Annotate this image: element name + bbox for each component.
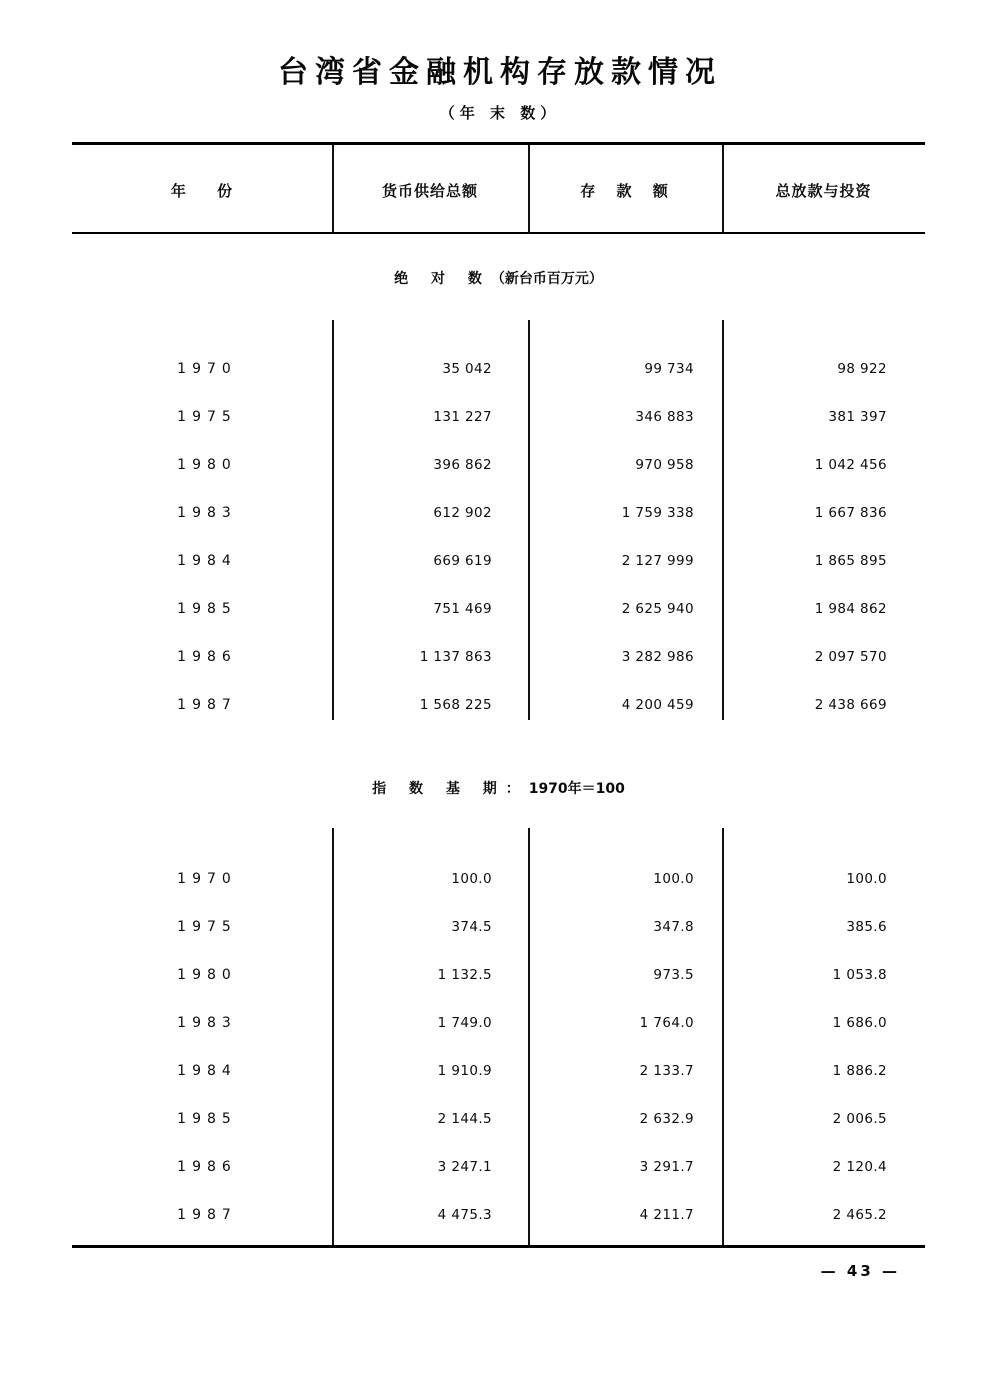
table-row [72,633,925,681]
table-row [72,951,925,999]
table-row [72,903,925,951]
table-row [72,1047,925,1095]
cell-loans-investment: 2 097 570 [814,649,887,665]
cell-money-supply: 1 132.5 [437,967,492,983]
table-row [72,1143,925,1191]
cell-loans-investment: 1 984 862 [814,601,887,617]
cell-deposits: 2 625 940 [621,601,694,617]
cell-loans-investment: 2 438 669 [814,697,887,713]
cell-year: 1987 [177,1207,237,1223]
cell-year: 1984 [177,553,237,569]
cell-money-supply: 396 862 [433,457,492,473]
table-row [72,537,925,585]
cell-money-supply: 374.5 [451,919,492,935]
section2-caption-main: 指 数 基 期： [372,781,529,797]
cell-loans-investment: 1 865 895 [814,553,887,569]
cell-loans-investment: 1 667 836 [814,505,887,521]
cell-year: 1975 [177,919,237,935]
cell-loans-investment: 2 120.4 [832,1159,887,1175]
cell-deposits: 2 127 999 [621,553,694,569]
cell-year: 1970 [177,871,237,887]
table-bottom-rule [72,1245,925,1248]
cell-loans-investment: 1 686.0 [832,1015,887,1031]
cell-year: 1980 [177,967,237,983]
cell-year: 1975 [177,409,237,425]
cell-year: 1985 [177,1111,237,1127]
cell-deposits: 4 200 459 [621,697,694,713]
cell-year: 1985 [177,601,237,617]
cell-year: 1983 [177,1015,237,1031]
cell-year: 1984 [177,1063,237,1079]
table-row [72,1191,925,1239]
cell-loans-investment: 381 397 [828,409,887,425]
cell-loans-investment: 2 465.2 [832,1207,887,1223]
table-row [72,999,925,1047]
cell-money-supply: 1 749.0 [437,1015,492,1031]
cell-loans-investment: 1 042 456 [814,457,887,473]
cell-deposits: 3 291.7 [639,1159,694,1175]
column-header-year: 年 份 [170,181,246,200]
cell-money-supply: 35 042 [442,361,492,377]
cell-deposits: 1 764.0 [639,1015,694,1031]
column-header-loans: 总放款与投资 [775,181,872,200]
section-caption-absolute [72,268,925,288]
section2-data-block [72,855,925,1239]
cell-deposits: 2 632.9 [639,1111,694,1127]
table-row [72,681,925,729]
cell-deposits: 347.8 [653,919,694,935]
table-row [72,345,925,393]
column-header-money-supply: 货币供给总额 [381,181,478,200]
table-row [72,489,925,537]
cell-money-supply: 669 619 [433,553,492,569]
cell-year: 1987 [177,697,237,713]
page-title: 台湾省金融机构存放款情况 [278,55,722,90]
table-row [72,585,925,633]
cell-money-supply: 1 568 225 [419,697,492,713]
table-row [72,393,925,441]
table-header-row [72,152,925,228]
cell-money-supply: 1 137 863 [419,649,492,665]
table-header-rule [72,232,925,234]
cell-loans-investment: 1 053.8 [832,967,887,983]
cell-loans-investment: 98 922 [837,361,887,377]
cell-year: 1970 [177,361,237,377]
page-number: — 43 — [820,1262,900,1280]
cell-deposits: 100.0 [653,871,694,887]
title-block [0,56,1000,123]
table-row [72,1095,925,1143]
column-header-deposits: 存 款 额 [580,181,676,200]
cell-year: 1986 [177,649,237,665]
cell-loans-investment: 1 886.2 [832,1063,887,1079]
cell-deposits: 99 734 [644,361,694,377]
cell-loans-investment: 2 006.5 [832,1111,887,1127]
cell-deposits: 346 883 [635,409,694,425]
section2-caption-unit: 1970年＝100 [528,781,625,797]
cell-money-supply: 1 910.9 [437,1063,492,1079]
table-top-rule [72,142,925,145]
cell-deposits: 3 282 986 [621,649,694,665]
cell-money-supply: 131 227 [433,409,492,425]
cell-money-supply: 751 469 [433,601,492,617]
section1-caption-unit: （新台币百万元） [490,271,603,287]
page-subtitle: （年 末 数） [439,104,561,122]
table-row [72,441,925,489]
cell-money-supply: 612 902 [433,505,492,521]
cell-loans-investment: 385.6 [846,919,887,935]
cell-money-supply: 2 144.5 [437,1111,492,1127]
cell-year: 1986 [177,1159,237,1175]
cell-deposits: 4 211.7 [639,1207,694,1223]
cell-loans-investment: 100.0 [846,871,887,887]
cell-year: 1983 [177,505,237,521]
cell-year: 1980 [177,457,237,473]
cell-deposits: 970 958 [635,457,694,473]
cell-deposits: 973.5 [653,967,694,983]
cell-money-supply: 100.0 [451,871,492,887]
cell-money-supply: 3 247.1 [437,1159,492,1175]
section-caption-index [72,778,925,798]
cell-money-supply: 4 475.3 [437,1207,492,1223]
section1-caption-main: 绝 对 数 [394,271,491,287]
table-row [72,855,925,903]
section1-data-block [72,345,925,729]
cell-deposits: 2 133.7 [639,1063,694,1079]
cell-deposits: 1 759 338 [621,505,694,521]
